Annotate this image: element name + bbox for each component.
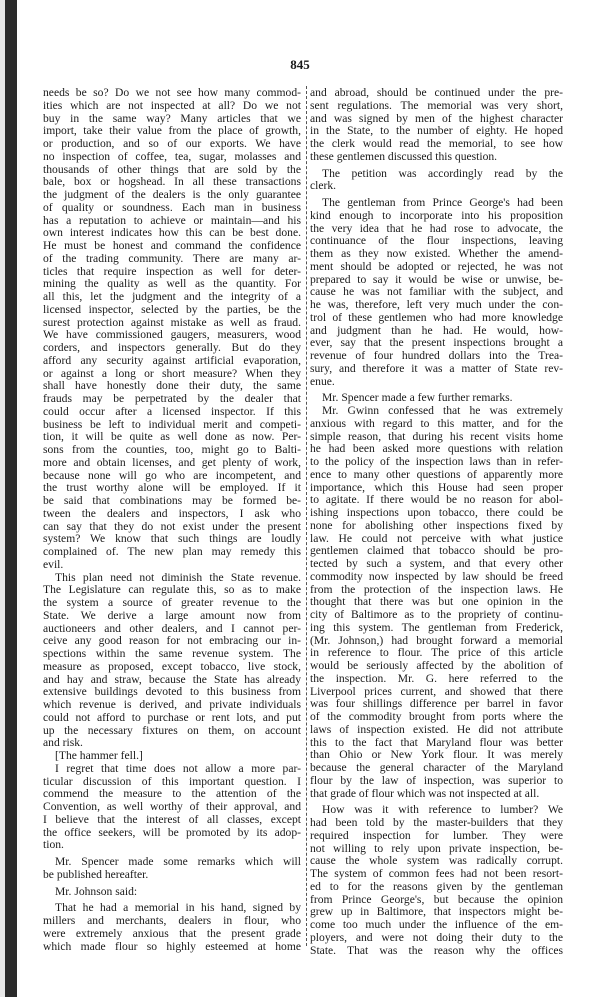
text-line: The system of common fees had not been resort- xyxy=(310,868,563,880)
text-line: more and obtain licenses, and get plenty of work, xyxy=(43,456,301,469)
text-line: frauds may be perpetrated by the dealer that xyxy=(43,393,301,405)
text-line: than Ohio or New York flour. It was merely xyxy=(310,749,563,762)
text-line: which revenue is derived, and private individuals xyxy=(43,699,301,711)
text-line: tected by such a system, and that every other xyxy=(310,558,563,570)
text-line: Mr. Gwinn confessed that he was extremely xyxy=(322,405,563,417)
text-line: cause the whole system was radically corrupt. xyxy=(310,855,563,868)
text-line: Convention, as well worthy of their approval, and xyxy=(43,801,301,813)
text-line: mining the quality as well as the quantity. For xyxy=(43,278,301,291)
text-line: sons from the counties, too, might go to Balti- xyxy=(43,444,301,456)
text-line: State. We derive a large amount now from xyxy=(43,609,301,622)
text-line: sury, and therefore it was a matter of State rev- xyxy=(310,362,563,375)
text-line: I believe that the interest of all classes, except xyxy=(43,813,301,826)
text-line: ities which are not inspected at all? Do we not xyxy=(43,99,301,112)
left-column xyxy=(43,87,301,953)
text-line: This plan need not diminish the State revenue. xyxy=(55,571,301,584)
text-line: not willing to rely upon private inspection, be- xyxy=(310,842,563,855)
text-line: ployers, and were not doing their duty to the xyxy=(310,931,563,944)
text-line: licensed inspector, selected by the parties, be the xyxy=(43,303,301,316)
text-line: the trust worthy alone will be employed. If it xyxy=(43,482,301,495)
page-number: 845 xyxy=(290,57,310,72)
text-line: was four shillings difference per barrel in favor xyxy=(310,698,563,711)
scan-binding-shadow xyxy=(5,0,17,997)
text-line: own interest indicates how this can be best done. xyxy=(43,227,301,240)
text-line: buy in the same way? Many articles that we xyxy=(43,112,301,125)
text-line: ceive any good reason for not embracing our in- xyxy=(43,635,301,648)
text-line: commend the measure to the attention of the xyxy=(43,788,301,801)
text-line: importance, which this House had seen proper xyxy=(310,481,563,494)
text-line: business be left to individual merit and competi- xyxy=(43,418,301,431)
text-line: and hay and straw, because the State has already xyxy=(43,673,301,686)
text-line: thought that there was but one opinion in the xyxy=(310,596,563,609)
text-line: he had been asked more questions with relation xyxy=(310,443,563,456)
text-line: because the general character of the Maryland xyxy=(310,762,563,774)
text-line: Mr. Spencer made some remarks which will xyxy=(55,856,301,868)
text-line: has a reputation to achieve or maintain—and his xyxy=(43,214,301,227)
text-line: from Prince George's, but because the opinion xyxy=(310,893,563,906)
text-line: of the commodity brought from ports where the xyxy=(310,711,563,723)
text-line: the clerk would read the memorial, to see how xyxy=(310,138,563,150)
text-line: would be seriously affected by the abolition of xyxy=(310,660,563,672)
text-line: shall have honestly done their duty, the same xyxy=(43,380,301,393)
text-line: Mr. Johnson said: xyxy=(55,885,138,898)
text-line: up the necessary fixtures on them, on account xyxy=(43,724,301,737)
text-line: enue. xyxy=(310,375,335,388)
text-line: afford any security against artificial evaporation, xyxy=(43,354,301,367)
text-line: he was, therefore, left very much under the con- xyxy=(310,299,563,311)
text-line: to agitate. If there would be no reason for abol- xyxy=(310,494,563,507)
text-line: law. He could not perceive with what justice xyxy=(310,532,563,545)
text-line: could not afford to purchase or rent lots, and put xyxy=(43,711,301,724)
text-line: and was signed by men of the highest character xyxy=(310,112,563,125)
text-line: in the State, to the number of eighty. He hoped xyxy=(310,125,563,138)
text-line: Mr. Spencer made a few further remarks. xyxy=(322,392,513,405)
text-line: them as they now existed. Whether the amend- xyxy=(310,248,563,260)
text-line: He must be honest and command the confidence xyxy=(43,240,301,252)
text-line: We have commissioned gaugers, measurers, wood xyxy=(43,329,301,342)
text-line: ment should be adopted or rejected, he was not xyxy=(310,260,563,273)
text-line: import, take their value from the place of growth, xyxy=(43,125,301,138)
text-line: grew up in Baltimore, that inspectors might be- xyxy=(310,906,563,919)
text-line: State. That was the reason why the offices xyxy=(310,944,563,957)
text-line: ing this system. The gentleman from Frederick, xyxy=(310,621,563,634)
text-line: prepared to say it would be wise or unwise, be- xyxy=(310,273,563,286)
text-line: spections within the same revenue system. The xyxy=(43,648,301,660)
text-line: ence to many other questions of apparently more xyxy=(310,468,563,481)
text-line: this to the fact that Maryland flour was better xyxy=(310,736,563,749)
text-line: tween the dealers and inspectors, I ask who xyxy=(43,507,301,520)
text-line: none for abolishing other inspections fixed by xyxy=(310,519,563,532)
text-line: which made flour so highly esteemed at home xyxy=(43,940,301,953)
text-line: the system a source of greater revenue to the xyxy=(43,597,301,609)
text-line: in reference to flour. The price of this article xyxy=(310,647,563,660)
text-line: The petition was accordingly read by the xyxy=(322,167,563,180)
text-line: be published hereafter. xyxy=(43,868,149,881)
text-line: these gentlemen discussed this question. xyxy=(310,150,498,163)
text-line: tion, it will be quite as well done as now. Per- xyxy=(43,431,301,444)
text-line: surest protection against mistake as well as fraud. xyxy=(43,316,301,329)
text-line: and judgment than he had. He would, how- xyxy=(310,324,563,337)
text-line: The gentleman from Prince George's had been xyxy=(322,197,563,209)
text-line: [The hammer fell.] xyxy=(55,750,143,762)
text-line: continuance of the flour inspections, leaving xyxy=(310,235,563,248)
text-line: had been told by the master-builders that they xyxy=(310,817,563,829)
text-line: or production, and so of our exports. We have xyxy=(43,138,301,150)
text-line: corders, and inspectors generally. But do they xyxy=(43,342,301,354)
text-line: cause he was not familiar with the subject, and xyxy=(310,286,563,299)
text-line: be said that combinations may be formed be- xyxy=(43,495,301,507)
text-line: required inspection for lumber. They were xyxy=(310,829,563,842)
text-line: come too much under the influence of the em- xyxy=(310,919,563,931)
text-line: thousands of other things that are sold by the xyxy=(43,163,301,176)
text-line: ed to for the reasons given by the gentleman xyxy=(310,880,563,893)
text-line: clerk. xyxy=(310,180,337,193)
text-line: flour by the law of inspection, was superior to xyxy=(310,774,563,787)
text-line: system? We know that such things are loudly xyxy=(43,533,301,546)
text-line: kind enough to incorporate into his proposition xyxy=(310,209,563,222)
text-line: ticular discussion of this important question. I xyxy=(43,775,301,788)
text-line: or against a long or short measure? When they xyxy=(43,367,301,380)
text-line: tion. xyxy=(43,839,64,852)
text-line: and risk. xyxy=(43,737,83,750)
text-line: simple reason, that during his recent visits home xyxy=(310,430,563,443)
text-line: commodity now inspected by law should be freed xyxy=(310,570,563,583)
text-line: measure as proposed, except tobacco, live stock, xyxy=(43,660,301,673)
text-line: can say that they do not exist under the present xyxy=(43,520,301,533)
text-line: sent regulations. The memorial was very short, xyxy=(310,99,563,112)
text-line: How was it with reference to lumber? We xyxy=(322,804,563,817)
text-line: ticles that require inspection as well for deter- xyxy=(43,265,301,278)
text-line: could occur after a licensed inspector. If this xyxy=(43,405,301,418)
text-line: Liverpool prices current, and showed that there xyxy=(310,685,563,698)
text-line: evil. xyxy=(43,558,64,571)
text-line: and abroad, should be continued under the pre- xyxy=(310,87,563,99)
text-line: because none will go who are incompetent, and xyxy=(43,469,301,482)
text-line: auctioneers and other dealers, and I cannot per- xyxy=(43,622,301,635)
right-column xyxy=(310,87,563,957)
text-line: complained of. The new plan may remedy this xyxy=(43,546,301,558)
text-line: That he had a memorial in his hand, signed by xyxy=(55,902,301,915)
column-divider xyxy=(306,86,307,946)
text-line: bale, box or hogshead. In all these transactions xyxy=(43,176,301,189)
text-line: trol of these gentlemen who had more knowledge xyxy=(310,311,563,324)
text-line: were extremely anxious that the present grade xyxy=(43,927,301,940)
text-line: all this, let the judgment and the integrity of a xyxy=(43,291,301,303)
text-line: (Mr. Johnson,) had brought forward a memorial xyxy=(310,634,563,647)
text-line: to the policy of the inspection laws than in refer- xyxy=(310,456,563,468)
text-line: ever, say that the present inspections brought a xyxy=(310,337,563,350)
text-line: that grade of flour which was not inspected at all. xyxy=(310,787,540,800)
text-line: gentlemen claimed that tobacco should be pro- xyxy=(310,545,563,558)
text-line: I regret that time does not allow a more par- xyxy=(55,762,301,775)
text-line: the inspection. Mr. G. here referred to the xyxy=(310,672,563,685)
text-line: revenue of four hundred dollars into the Trea- xyxy=(310,350,563,362)
text-line: from the protection of the inspection laws. He xyxy=(310,583,563,596)
text-line: extensive buildings devoted to this business from xyxy=(43,686,301,699)
text-line: no inspection of coffee, tea, sugar, molasses and xyxy=(43,150,301,163)
text-line: anxious with regard to this matter, and for the xyxy=(310,417,563,430)
text-line: The Legislature can regulate this, so as to make xyxy=(43,584,301,597)
text-line: the office seekers, will be promoted by its adop- xyxy=(43,826,301,839)
text-line: the judgment of the dealers is the only guarantee xyxy=(43,189,301,201)
text-line: needs be so? Do we not see how many commod- xyxy=(43,87,301,99)
text-line: city of Baltimore as to the propriety of continu- xyxy=(310,609,563,621)
text-line: ishing inspections upon tobacco, there could be xyxy=(310,507,563,519)
text-line: the very idea that he had rose to advocate, the xyxy=(310,222,563,235)
text-line: millers and merchants, dealers in flour, who xyxy=(43,915,301,927)
text-line: of quality or soundness. Each man in business xyxy=(43,201,301,214)
text-line: of the trading community. There are many ar- xyxy=(43,252,301,265)
text-line: laws of inspection existed. He did not attribute xyxy=(310,723,563,736)
